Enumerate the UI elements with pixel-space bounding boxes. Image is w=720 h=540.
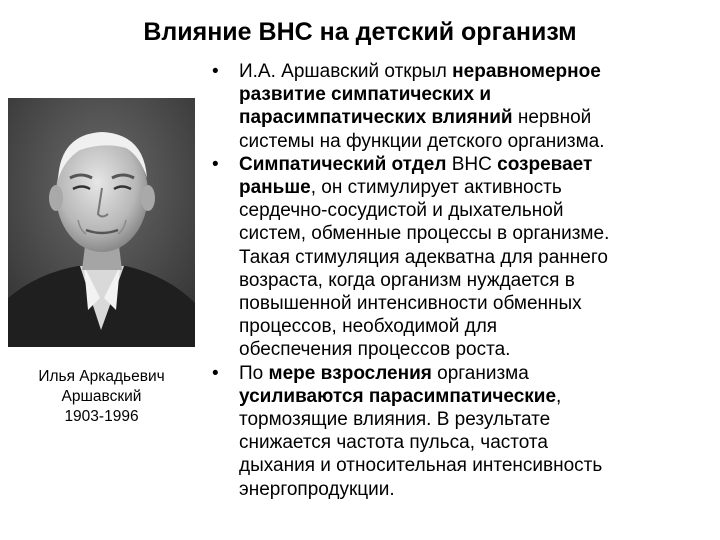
bullet-line xyxy=(239,199,715,222)
bullet-line xyxy=(239,130,715,153)
text-run: энергопродукции. xyxy=(239,478,395,500)
bullet-line xyxy=(239,292,715,315)
bullet-line xyxy=(239,153,715,176)
text-run: системы на функции детского организма. xyxy=(239,130,605,152)
text-run: И.А. Аршавский открыл xyxy=(239,61,453,82)
bullet-line xyxy=(239,315,715,338)
bullet-line xyxy=(239,478,715,501)
text-run: нервной xyxy=(512,107,592,129)
bold-text: неравномерное xyxy=(452,61,601,82)
caption-years: 1903-1996 xyxy=(64,408,139,425)
bold-text: усиливаются парасимпатические xyxy=(239,385,557,407)
caption-name: Илья Аркадьевич xyxy=(38,368,165,385)
bullet-line xyxy=(239,176,715,199)
bold-text: развитие симпатических и xyxy=(239,84,492,106)
text-run: организма xyxy=(431,362,529,384)
bullet-line xyxy=(239,222,715,245)
bullet-line xyxy=(239,83,715,106)
text-run: , он стимулирует активность xyxy=(310,177,562,199)
bullet-item xyxy=(210,362,715,501)
bullet-list xyxy=(210,60,715,501)
bullet-line xyxy=(239,269,715,292)
text-run: тормозящие влияния. В результате xyxy=(239,409,551,431)
bullet-line xyxy=(239,362,715,385)
text-run: повышенной интенсивности обменных xyxy=(239,293,582,315)
text-run: снижается частота пульса, частота xyxy=(239,432,548,454)
text-run: процессов, необходимой для xyxy=(239,316,498,338)
bullet-line xyxy=(239,338,715,361)
bullet-line xyxy=(239,408,715,431)
text-run: возраста, когда организм нуждается в xyxy=(239,269,575,291)
text-run: , xyxy=(556,385,562,407)
bold-text: мере взросления xyxy=(268,362,432,384)
bold-text: раньше xyxy=(239,177,311,199)
bullet-line xyxy=(239,106,715,129)
text-run: сердечно-сосудистой и дыхательной xyxy=(239,200,564,222)
slide-title: Влияние ВНС на детский организм xyxy=(143,18,577,46)
text-run: систем, обменные процессы в организме. xyxy=(239,223,610,245)
text-run: дыхания и относительная интенсивность xyxy=(239,455,603,477)
bold-text: парасимпатических влияний xyxy=(239,107,513,129)
caption-surname: Аршавский xyxy=(61,388,142,405)
text-run: По xyxy=(239,362,269,384)
bullet-line xyxy=(239,60,715,83)
bullet-line xyxy=(239,454,715,477)
bullet-line xyxy=(239,246,715,269)
portrait-photo xyxy=(8,98,195,347)
portrait-caption xyxy=(8,367,195,427)
bullet-item xyxy=(210,153,715,362)
bold-text: созревает xyxy=(497,153,593,175)
bullet-item xyxy=(210,60,715,153)
text-run: Такая стимуляция адекватна для раннего xyxy=(239,246,608,268)
text-run: обеспечения процессов роста. xyxy=(239,339,511,361)
bullet-line xyxy=(239,431,715,454)
bold-text: Симпатический отдел xyxy=(239,153,447,175)
bullet-line xyxy=(239,385,715,408)
text-run: ВНС xyxy=(446,153,498,175)
